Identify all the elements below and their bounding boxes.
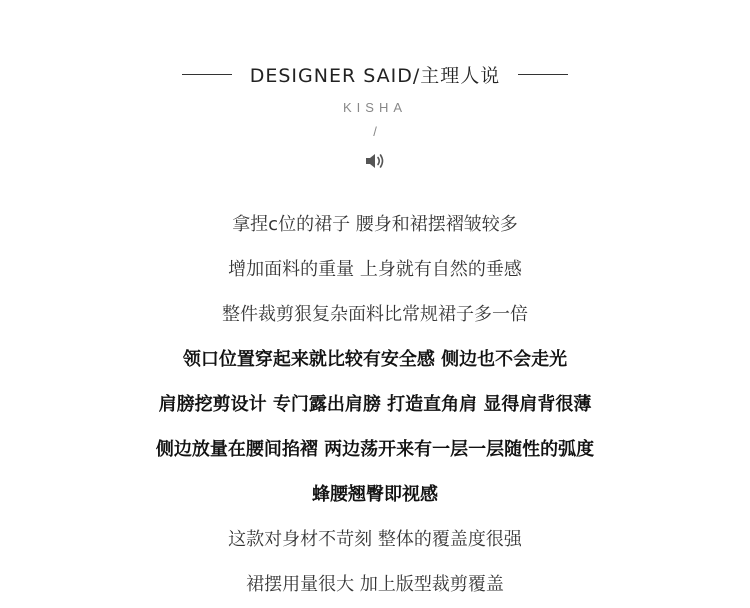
description-line: 领口位置穿起来就比较有安全感 侧边也不会走光 — [182, 349, 568, 370]
description-line: 肩膀挖剪设计 专门露出肩膀 打造直角肩 显得肩背很薄 — [158, 394, 592, 415]
description-lines — [0, 202, 750, 607]
section-title: DESIGNER SAID/主理人说 — [249, 64, 501, 87]
author-separator: / — [373, 124, 377, 139]
speaker-icon[interactable] — [364, 151, 386, 171]
speaker-icon-graphic — [364, 151, 386, 171]
section-header — [0, 60, 750, 88]
description-line: 蜂腰翘臀即视感 — [312, 484, 438, 505]
description-line: 增加面料的重量 上身就有自然的垂感 — [228, 259, 522, 280]
header-rule-left — [182, 74, 232, 75]
description-line: 裙摆用量很大 加上版型裁剪覆盖 — [246, 574, 504, 595]
description-line: 这款对身材不苛刻 整体的覆盖度很强 — [228, 529, 522, 550]
description-line: 整件裁剪狠复杂面料比常规裙子多一倍 — [222, 304, 528, 325]
description-line: 拿捏c位的裙子 腰身和裙摆褶皱较多 — [232, 214, 518, 235]
description-line: 侧边放量在腰间掐褶 两边荡开来有一层一层随性的弧度 — [155, 439, 595, 460]
author-name: KISHA — [342, 100, 407, 115]
header-rule-right — [518, 74, 568, 75]
